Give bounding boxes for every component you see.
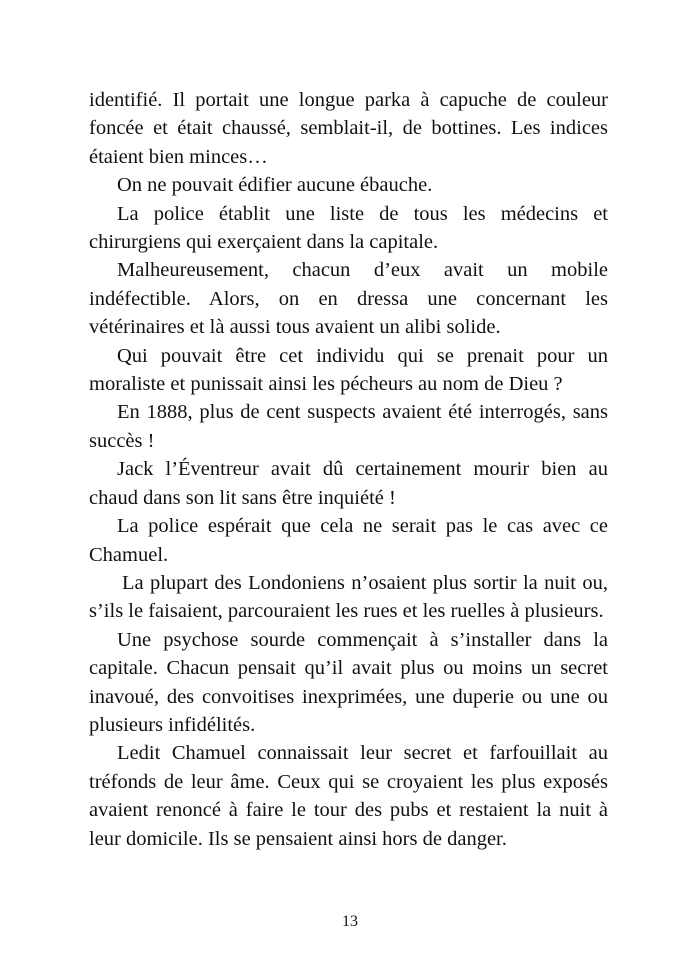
- paragraph: Jack l’Éventreur avait dû certainement mourir bien au chaud dans son lit sans être inquiété !: [89, 458, 608, 509]
- paragraph: On ne pouvait édifier aucune ébauche.: [117, 174, 433, 197]
- paragraph: Malheureusement, chacun d’eux avait un mobile indéfectible. Alors, on en dressa une concernant les vétérinaires et là aussi tous avaient un alibi solide.: [89, 259, 608, 339]
- paragraph: Qui pouvait être cet individu qui se prenait pour un moraliste et punissait ainsi les pécheurs au nom de Dieu ?: [89, 344, 608, 396]
- paragraph: La plupart des Londoniens n’osaient plus sortir la nuit ou, s’ils le faisaient, parcouraient les rues et les ruelles à plusieurs.: [89, 571, 608, 623]
- paragraph: Une psychose sourde commençait à s’installer dans la capitale. Chacun pensait qu’il avait plus ou moins un secret inavoué, des convoitises inexprimées, une duperie ou une ou plusieurs infidélités.: [89, 628, 608, 736]
- page-number: 13: [342, 913, 358, 930]
- paragraph-continued: identifié. Il portait une longue parka à capuche de couleur foncée et était chaussé, semblait-il, de bottines. Les indices étaient bien minces…: [89, 89, 608, 168]
- paragraph: La police espérait que cela ne serait pas le cas avec ce Chamuel.: [89, 515, 608, 566]
- body-text: [89, 86, 608, 853]
- paragraph: En 1888, plus de cent suspects avaient été interrogés, sans succès !: [89, 401, 608, 452]
- paragraph: Ledit Chamuel connaissait leur secret et farfouillait au tréfonds de leur âme. Ceux qui se croyaient les plus exposés avaient renoncé à faire le tour des pubs et restaient la nuit à leur domicile. Ils se pensaient ainsi hors de danger.: [89, 742, 608, 850]
- paragraph: La police établit une liste de tous les médecins et chirurgiens qui exerçaient dans la capitale.: [89, 202, 608, 254]
